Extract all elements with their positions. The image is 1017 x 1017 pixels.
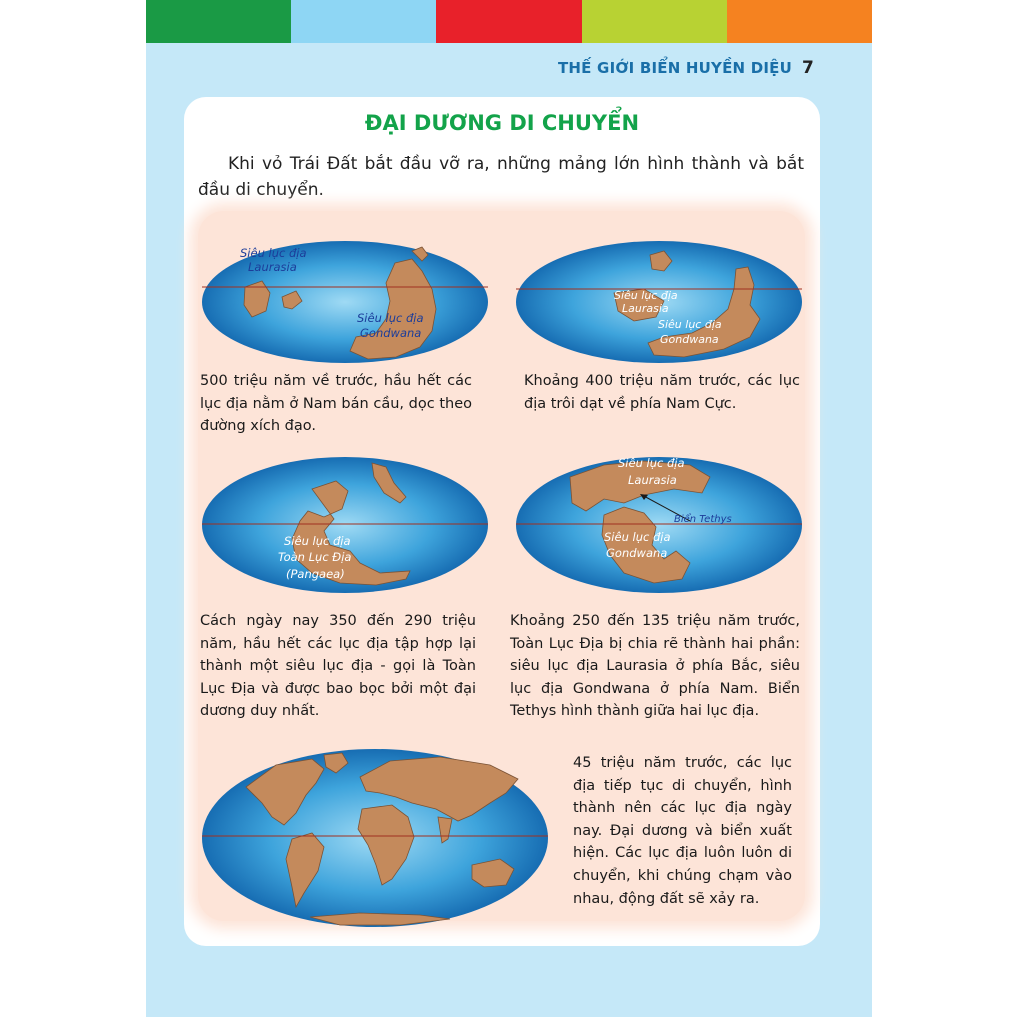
m1-label-2: Laurasia [248,260,297,274]
map-pangaea [200,455,490,595]
band-lime [582,0,727,43]
intro-paragraph: Khi vỏ Trái Đất bắt đầu vỡ ra, những mảng lớn hình thành và bắt đầu di chuyển. [198,154,804,200]
band-light-blue [291,0,436,43]
m4-label-3: Biển Tethys [674,514,732,525]
color-bands [146,0,872,43]
caption-350-290: Cách ngày nay 350 đến 290 triệu năm, hầu hết các lục địa tập hợp lại thành một siêu lục địa - gọi là Toàn Lục Địa và được bao bọc bởi một đại dương duy nhất. [200,613,476,720]
page-title: ĐẠI DƯƠNG DI CHUYỂN [364,111,640,135]
map-500-million-years [200,239,490,365]
page-number: 7 [801,58,814,78]
m1-label-1: Siêu lục địa [240,246,307,260]
m4-label-4: Siêu lục địa [604,530,671,544]
m1-label-3: Siêu lục địa [357,311,424,325]
m4-label-2: Laurasia [628,473,677,487]
m3-label-2: Toàn Lục Địa [278,550,352,564]
map-400-million-years [514,239,804,365]
map-45-million-years [200,747,550,929]
m2-label-4: Gondwana [660,333,719,346]
running-header [558,58,814,78]
m2-label-1: Siêu lục địa [614,289,678,302]
m4-label-1: Siêu lục địa [618,456,685,470]
band-green [146,0,291,43]
content-card [184,97,820,946]
band-orange [727,0,872,43]
m2-label-3: Siêu lục địa [658,318,722,331]
m3-label-1: Siêu lục địa [284,534,351,548]
band-red [436,0,581,43]
m1-label-4: Gondwana [360,326,422,340]
m4-label-5: Gondwana [606,546,668,560]
map-laurasia-gondwana [514,455,804,595]
m2-label-2: Laurasia [622,302,669,315]
caption-45: 45 triệu năm trước, các lục địa tiếp tục di chuyển, hình thành nên các lục địa ngày nay. Đại dương và biển xuất hiện. Các lục địa luôn luôn di chuyển, khi chúng chạm vào nhau, động đất sẽ xảy ra. [573,755,792,907]
m3-label-3: (Pangaea) [286,567,345,581]
caption-400: Khoảng 400 triệu năm trước, các lục địa trôi dạt về phía Nam Cực. [524,373,800,412]
caption-500: 500 triệu năm về trước, hầu hết các lục địa nằm ở Nam bán cầu, dọc theo đường xích đạo. [200,373,472,435]
caption-250-135: Khoảng 250 đến 135 triệu năm trước, Toàn Lục Địa bị chia rẽ thành hai phần: siêu lục địa Laurasia ở phía Bắc, siêu lục địa Gondwana ở phía Nam. Biển Tethys hình thành giữa hai lục địa. [510,613,800,720]
book-page [146,0,872,1017]
book-title: THẾ GIỚI BIỂN HUYỀN DIỆU [558,59,792,77]
